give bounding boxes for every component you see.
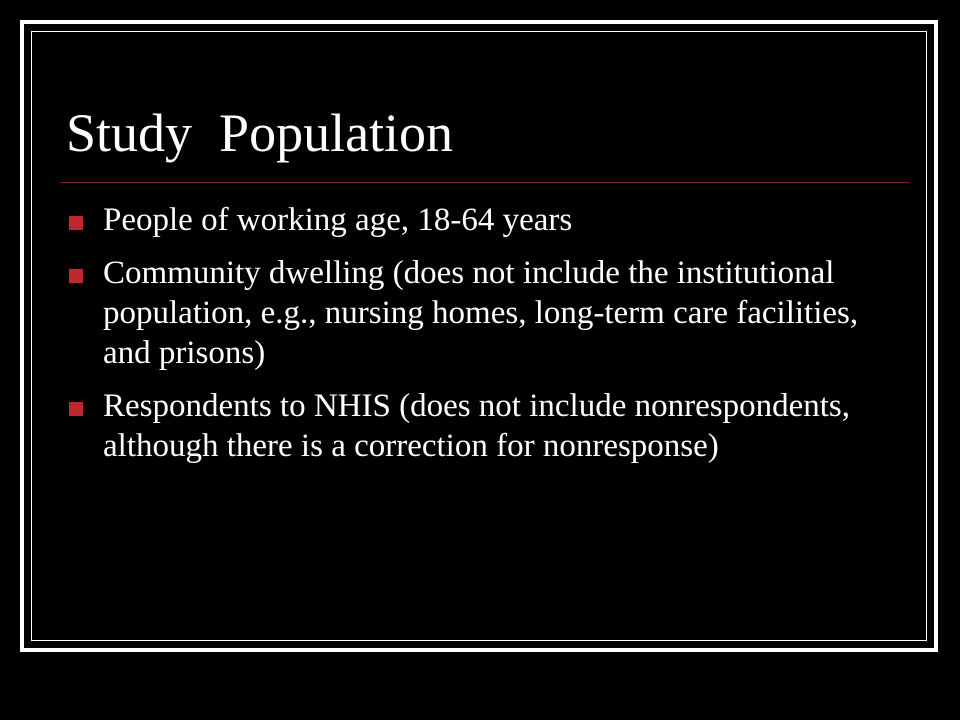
bullet-text: Community dwelling (does not include the institutional population, e.g., nursing homes, long-term care facilities, and prisons) bbox=[103, 255, 859, 371]
bullet-list bbox=[66, 200, 896, 479]
square-bullet-icon bbox=[69, 216, 83, 230]
bullet-item bbox=[66, 386, 896, 466]
bullet-item bbox=[66, 200, 896, 240]
slide-title: Study Population bbox=[66, 103, 454, 163]
title-underline bbox=[60, 182, 910, 183]
square-bullet-icon bbox=[69, 402, 83, 416]
bullet-item bbox=[66, 253, 896, 373]
square-bullet-icon bbox=[69, 269, 83, 283]
bullet-text: People of working age, 18-64 years bbox=[103, 202, 573, 238]
bullet-text: Respondents to NHIS (does not include nonrespondents, although there is a correction for nonresponse) bbox=[103, 388, 850, 464]
